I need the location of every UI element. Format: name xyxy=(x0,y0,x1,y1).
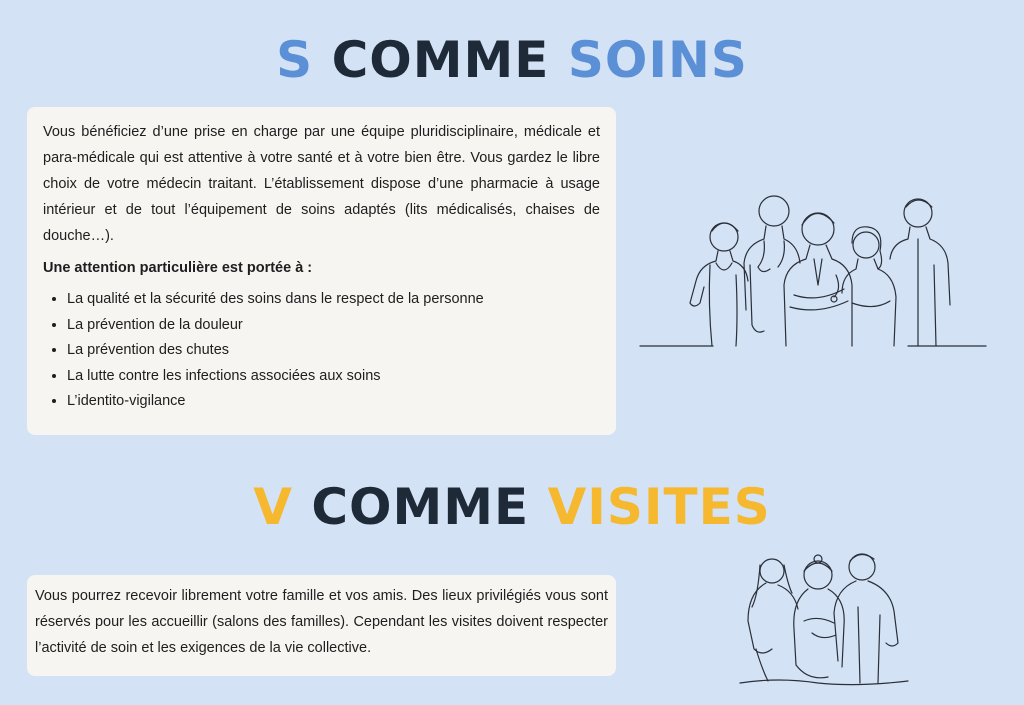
title-visites-word: VISITES xyxy=(547,478,771,536)
title-soins-word: SOINS xyxy=(567,31,748,89)
soins-card xyxy=(27,107,616,435)
title-soins xyxy=(0,30,1024,90)
list-item: • La lutte contre les infections associées aux soins xyxy=(67,364,600,390)
title-visites-middle: COMME xyxy=(292,478,548,536)
title-visites-letter: V xyxy=(253,478,293,536)
medical-team-icon xyxy=(638,185,990,353)
soins-list xyxy=(43,287,600,415)
soins-paragraph: Vous bénéficiez d’une prise en charge par une équipe pluridisciplinaire, médicale et para-médicale qui est attentive à votre santé et à votre bien être. Vous gardez le libre choix de votre médecin traitant. L’établissement dispose d’une pharmacie à usage intérieur et de tout l’équipement de soins adaptés (lits médicalisés, chaises de douche…). xyxy=(43,124,600,244)
visites-card xyxy=(27,575,616,676)
soins-emphasis: Une attention particulière est portée à : xyxy=(43,260,313,276)
list-item: • La prévention des chutes xyxy=(67,338,600,364)
title-soins-middle: COMME xyxy=(313,31,568,89)
list-item: • La qualité et la sécurité des soins dans le respect de la personne xyxy=(67,287,600,313)
visites-paragraph: Vous pourrez recevoir librement votre famille et vos amis. Des lieux privilégiés vous sont réservés pour les accueillir (salons des familles). Cependant les visites doivent respecter l’activité de soin et les exigences de la vie collective. xyxy=(35,588,608,656)
family-visit-icon xyxy=(738,545,914,687)
list-item: • L’identito-vigilance xyxy=(67,389,600,415)
title-visites xyxy=(0,477,1024,537)
list-item: • La prévention de la douleur xyxy=(67,313,600,339)
title-soins-letter: S xyxy=(276,31,314,89)
